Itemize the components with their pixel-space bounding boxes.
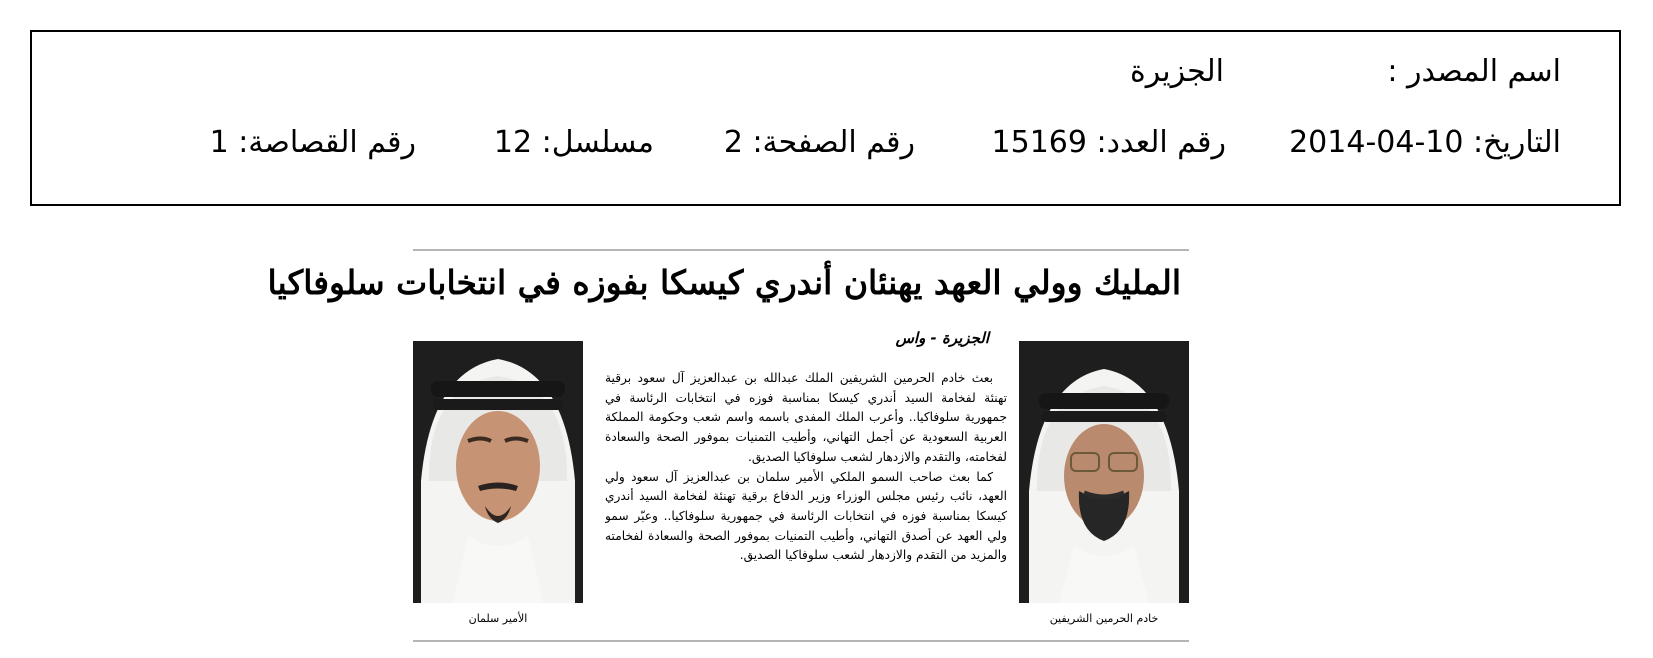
article-byline: الجزيرة - واس	[895, 329, 989, 347]
newspaper-clipping	[267, 249, 1189, 642]
portrait-photo-king	[1019, 341, 1189, 603]
portrait-photo-prince	[413, 341, 583, 603]
caption-king: خادم الحرمين الشريفين	[1049, 612, 1159, 625]
article-paragraph-2: كما بعث صاحب السمو الملكي الأمير سلمان بن عبدالعزيز آل سعود ولي العهد، نائب رئيس مجلس الوزراء وزير الدفاع برقية تهنئة لفخامة السيد أندري كيسكا بمناسبة فوزه في انتخابات الرئاسة في جمهورية سلوفاكيا.. وعبّر سمو ولي العهد عن أصدق التهاني، وأطيب التمنيات بموفور الصحة والسعادة لفخامته والمزيد من التقدم والازدهار لشعب سلوفاكيا الصديق.	[605, 469, 1007, 563]
source-label: اسم المصدر :	[1387, 54, 1561, 89]
article-paragraph-1: بعث خادم الحرمين الشريفين الملك عبدالله بن عبدالعزيز آل سعود برقية تهنئة لفخامة السيد أندري كيسكا بمناسبة فوزه في انتخابات الرئاسة في جمهورية سلوفاكيا.. وأعرب الملك المفدى باسمه واسم شعب وحكومة المملكة العربية السعودية عن أجمل التهاني، وأطيب التمنيات بموفور الصحة والسعادة لفخامته، والتقدم والازدهار لشعب سلوفاكيا الصديق.	[605, 371, 1007, 464]
source-value: الجزيرة	[1129, 54, 1224, 89]
page-number-field: رقم الصفحة: 2	[723, 125, 915, 160]
clipping-metadata-box	[30, 30, 1621, 206]
serial-number-field: مسلسل: 12	[493, 125, 654, 160]
caption-prince: الأمير سلمان	[468, 612, 528, 625]
top-rule	[413, 249, 1189, 251]
portrait-king-image	[1019, 341, 1189, 603]
issue-number-field: رقم العدد: 15169	[991, 125, 1226, 160]
date-field: التاريخ: 10-04-2014	[1289, 125, 1561, 160]
article-headline: المليك وولي العهد يهنئان أندري كيسكا بفوزه في انتخابات سلوفاكيا	[267, 263, 1181, 302]
clip-number-field: رقم القصاصة: 1	[209, 125, 416, 160]
article-body	[605, 369, 1007, 631]
bottom-rule	[413, 640, 1189, 642]
portrait-prince-image	[413, 341, 583, 603]
